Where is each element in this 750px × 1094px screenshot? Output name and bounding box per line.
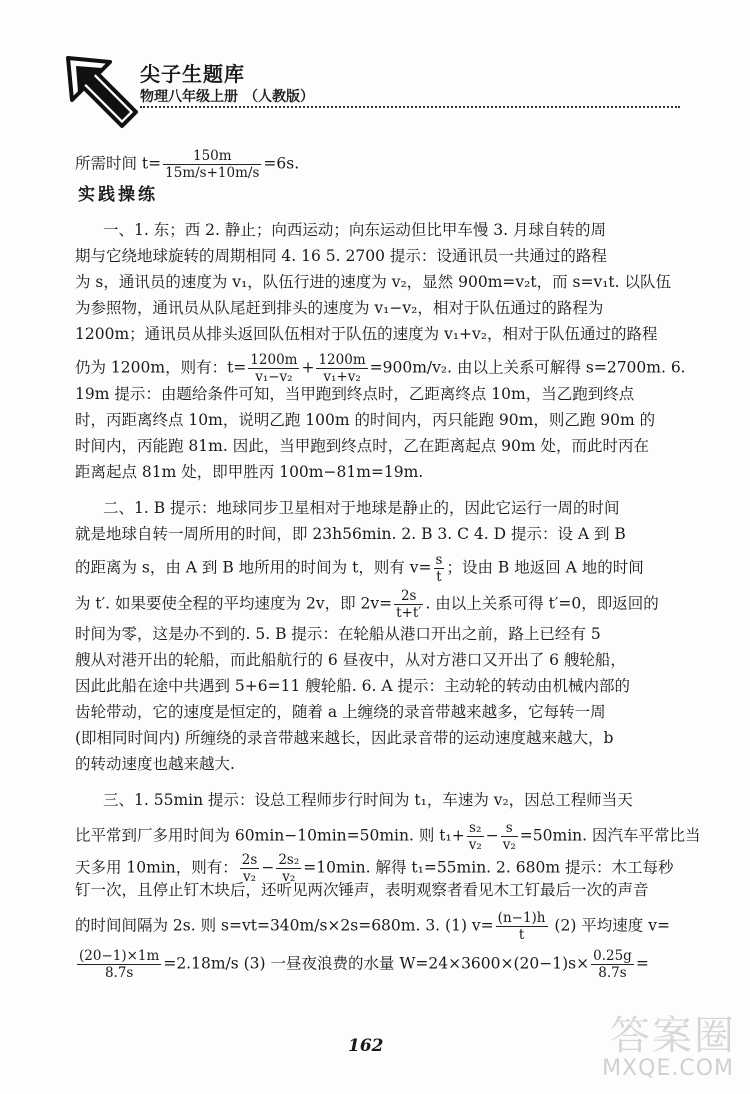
text-line (75, 650, 626, 670)
fraction-denominator: v₂ (502, 837, 516, 853)
fraction-denominator: t (436, 569, 442, 585)
fraction (77, 948, 161, 981)
fraction-denominator: 8.7s (104, 965, 134, 981)
line-text: 钉一次，且停止钉木块后，还听见两次锤声，表明观察者看见木工钉最后一次的声音 (75, 881, 649, 899)
line-text: 时，丙距离终点 10m，说明乙跑 100m 的时间内，丙只能跑 90m，则乙跑 90m 的 (75, 411, 656, 429)
line-text: =2.18m/s (3) 一昼夜浪费的水量 W=24×3600×(20−1)s× (163, 954, 590, 973)
page-number: 162 (348, 1036, 384, 1056)
fraction-numerator: (n−1)h (497, 910, 546, 926)
text-line (75, 352, 686, 385)
fraction (394, 588, 423, 621)
text-line (75, 272, 671, 292)
fraction-numerator: 1200m (250, 352, 298, 368)
fraction-denominator: v₁+v₂ (323, 369, 361, 385)
watermark-url: MXQE.COM (602, 1056, 734, 1081)
fraction-numerator: 0.25g (593, 948, 632, 964)
fraction-numerator: 150m (163, 148, 261, 165)
section-title: 实践操练 (78, 185, 158, 205)
line-text: 为 t′. 如果要使全程的平均速度为 2v，即 2v= (75, 594, 393, 613)
series-title: 尖子生题库 (140, 62, 245, 86)
line-text: 三、1. 55min 提示：设总工程师步行时间为 t₁，车速为 v₂，因总工程师当天 (103, 791, 633, 809)
text-line (75, 728, 613, 748)
header-arrow-icon (62, 52, 142, 132)
header-rule (140, 106, 680, 108)
text-line (75, 754, 235, 774)
text-line (75, 524, 626, 544)
line-text: 就是地球自转一周所用的时间，即 23h56min. 2. B 3. C 4. D 提示：设 A 到 B (75, 525, 626, 543)
text-line (75, 148, 299, 181)
fraction-denominator: t (518, 927, 525, 943)
text-line (75, 910, 670, 943)
line-text: 为参照物，通讯员从队尾赶到排头的速度为 v₁−v₂，相对于队伍通过的路程为 (75, 299, 604, 317)
text-line (75, 220, 606, 240)
text-line (75, 948, 649, 981)
text-line (75, 820, 701, 853)
fraction-denominator: v₁−v₂ (255, 369, 293, 385)
text-line (75, 624, 601, 644)
line-text: 距离起点 81m 处，即甲胜丙 100m−81m=19m. (75, 463, 424, 481)
line-text: 比平常到厂多用时间为 60min−10min=50min. 则 t₁+ (75, 826, 465, 845)
text-line (75, 410, 655, 430)
line-text: + (301, 358, 315, 377)
line-text: 天多用 10min，则有： (75, 858, 238, 877)
line-text: 艘从对港开出的轮船，而此船航行的 6 昼夜中，从对方港口又开出了 6 艘轮船， (75, 651, 626, 669)
text-line (75, 702, 606, 722)
line-text: 时间为零，这是办不到的. 5. B 提示：在轮船从港口开出之前，路上已经有 5 (75, 625, 601, 643)
text-line (75, 246, 607, 266)
line-text: 齿轮带动，它的速度是恒定的，随着 a 上缠绕的录音带越来越多，它每转一周 (75, 703, 606, 721)
line-text: = (635, 954, 649, 973)
fraction-denominator: t+t′ (396, 605, 422, 621)
line-text: 的时间间隔为 2s. 则 s=vt=340m/s×2s=680m. 3. (1) v= (75, 916, 494, 935)
line-text: (即相同时间内) 所缠绕的录音带越来越长，因此录音带的运动速度越来越大，b (75, 729, 614, 747)
line-text: 1200m；通讯员从排头返回队伍相对于队伍的速度为 v₁+v₂，相对于队伍通过的路程 (75, 325, 658, 343)
fraction (163, 148, 261, 181)
fraction-denominator: v₂ (243, 869, 257, 885)
book-info (140, 86, 314, 106)
fraction (434, 552, 445, 585)
text-line (75, 676, 630, 696)
fraction-denominator: v₂ (468, 837, 482, 853)
line-text: 一、1. 东；西 2. 静止；向西运动；向东运动但比甲车慢 3. 月球自转的周 (103, 221, 607, 239)
line-text: =6s. (263, 154, 300, 173)
line-text: =900m/v₂. 由以上关系可解得 s=2700m. 6. (369, 358, 686, 377)
fraction-numerator: 1200m (318, 352, 366, 368)
line-text: 二、1. B 提示：地球同步卫星相对于地球是静止的，因此它运行一周的时间 (103, 499, 620, 517)
text-line (75, 588, 659, 621)
fraction-numerator: s (435, 552, 443, 568)
line-text: 19m 提示：由题给条件可知，当甲跑到终点时，乙距离终点 10m，当乙跑到终点 (75, 385, 635, 403)
line-text: =50min. 因汽车平常比当 (519, 826, 701, 845)
fraction (496, 910, 548, 943)
text-line (75, 436, 649, 456)
line-text: 期与它绕地球旋转的周期相同 4. 16 5. 2700 提示：设通讯员一共通过的路程 (75, 247, 607, 265)
line-text: 因此此船在途中共遇到 5+6=11 艘轮船. 6. A 提示：主动轮的转动由机械内部的 (75, 677, 630, 695)
line-text: 所需时间 t= (75, 154, 162, 173)
line-text: 的转动速度也越来越大. (75, 755, 235, 773)
line-text: 时间内，丙能跑 81m. 因此，当甲跑到终点时，乙在距离起点 90m 处，而此时丙在 (75, 437, 649, 455)
line-text: 的距离为 s，由 A 到 B 地所用的时间为 t，则有 v= (75, 558, 432, 577)
text-line (75, 324, 658, 344)
line-text: . 由以上关系可得 t′=0，即返回的 (425, 594, 659, 613)
line-text: (2) 平均速度 v= (549, 916, 670, 935)
watermark-logo: 答案圈 (610, 1013, 736, 1059)
fraction-numerator: 2s (241, 852, 258, 868)
line-text: 为 s，通讯员的速度为 v₁，队伍行进的速度为 v₂，显然 900m=v₂t，而 s=v₁t. 以队伍 (75, 273, 671, 291)
fraction-denominator: 8.7s (598, 965, 627, 981)
book-edition: （人教版） (244, 89, 314, 105)
fraction-denominator: v₂ (282, 869, 296, 885)
text-line (75, 384, 634, 404)
text-line (75, 552, 644, 585)
fraction (467, 820, 484, 853)
book-title: 物理八年级上册 (140, 89, 238, 105)
line-text: 仍为 1200m，则有：t= (75, 358, 247, 377)
fraction (501, 820, 518, 853)
text-line (75, 498, 620, 518)
line-text: =10min. 解得 t₁=55min. 2. 680m 提示：木工每秒 (303, 858, 674, 877)
text-line (75, 790, 633, 810)
fraction-numerator: 2s₂ (278, 852, 300, 868)
fraction-numerator: (20−1)×1m (79, 948, 160, 964)
fraction (591, 948, 634, 981)
line-text: − (261, 858, 275, 877)
text-line (75, 462, 423, 482)
line-text: − (485, 826, 499, 845)
text-line (75, 298, 603, 318)
fraction (316, 352, 367, 385)
fraction-numerator: s (501, 820, 518, 837)
fraction-numerator: 2s (394, 588, 423, 605)
fraction-numerator: s₂ (467, 820, 484, 837)
fraction-denominator: 15m/s+10m/s (165, 165, 260, 181)
line-text: ；设由 B 地返回 A 地的时间 (446, 558, 644, 577)
fraction (248, 352, 299, 385)
text-line (75, 880, 649, 900)
